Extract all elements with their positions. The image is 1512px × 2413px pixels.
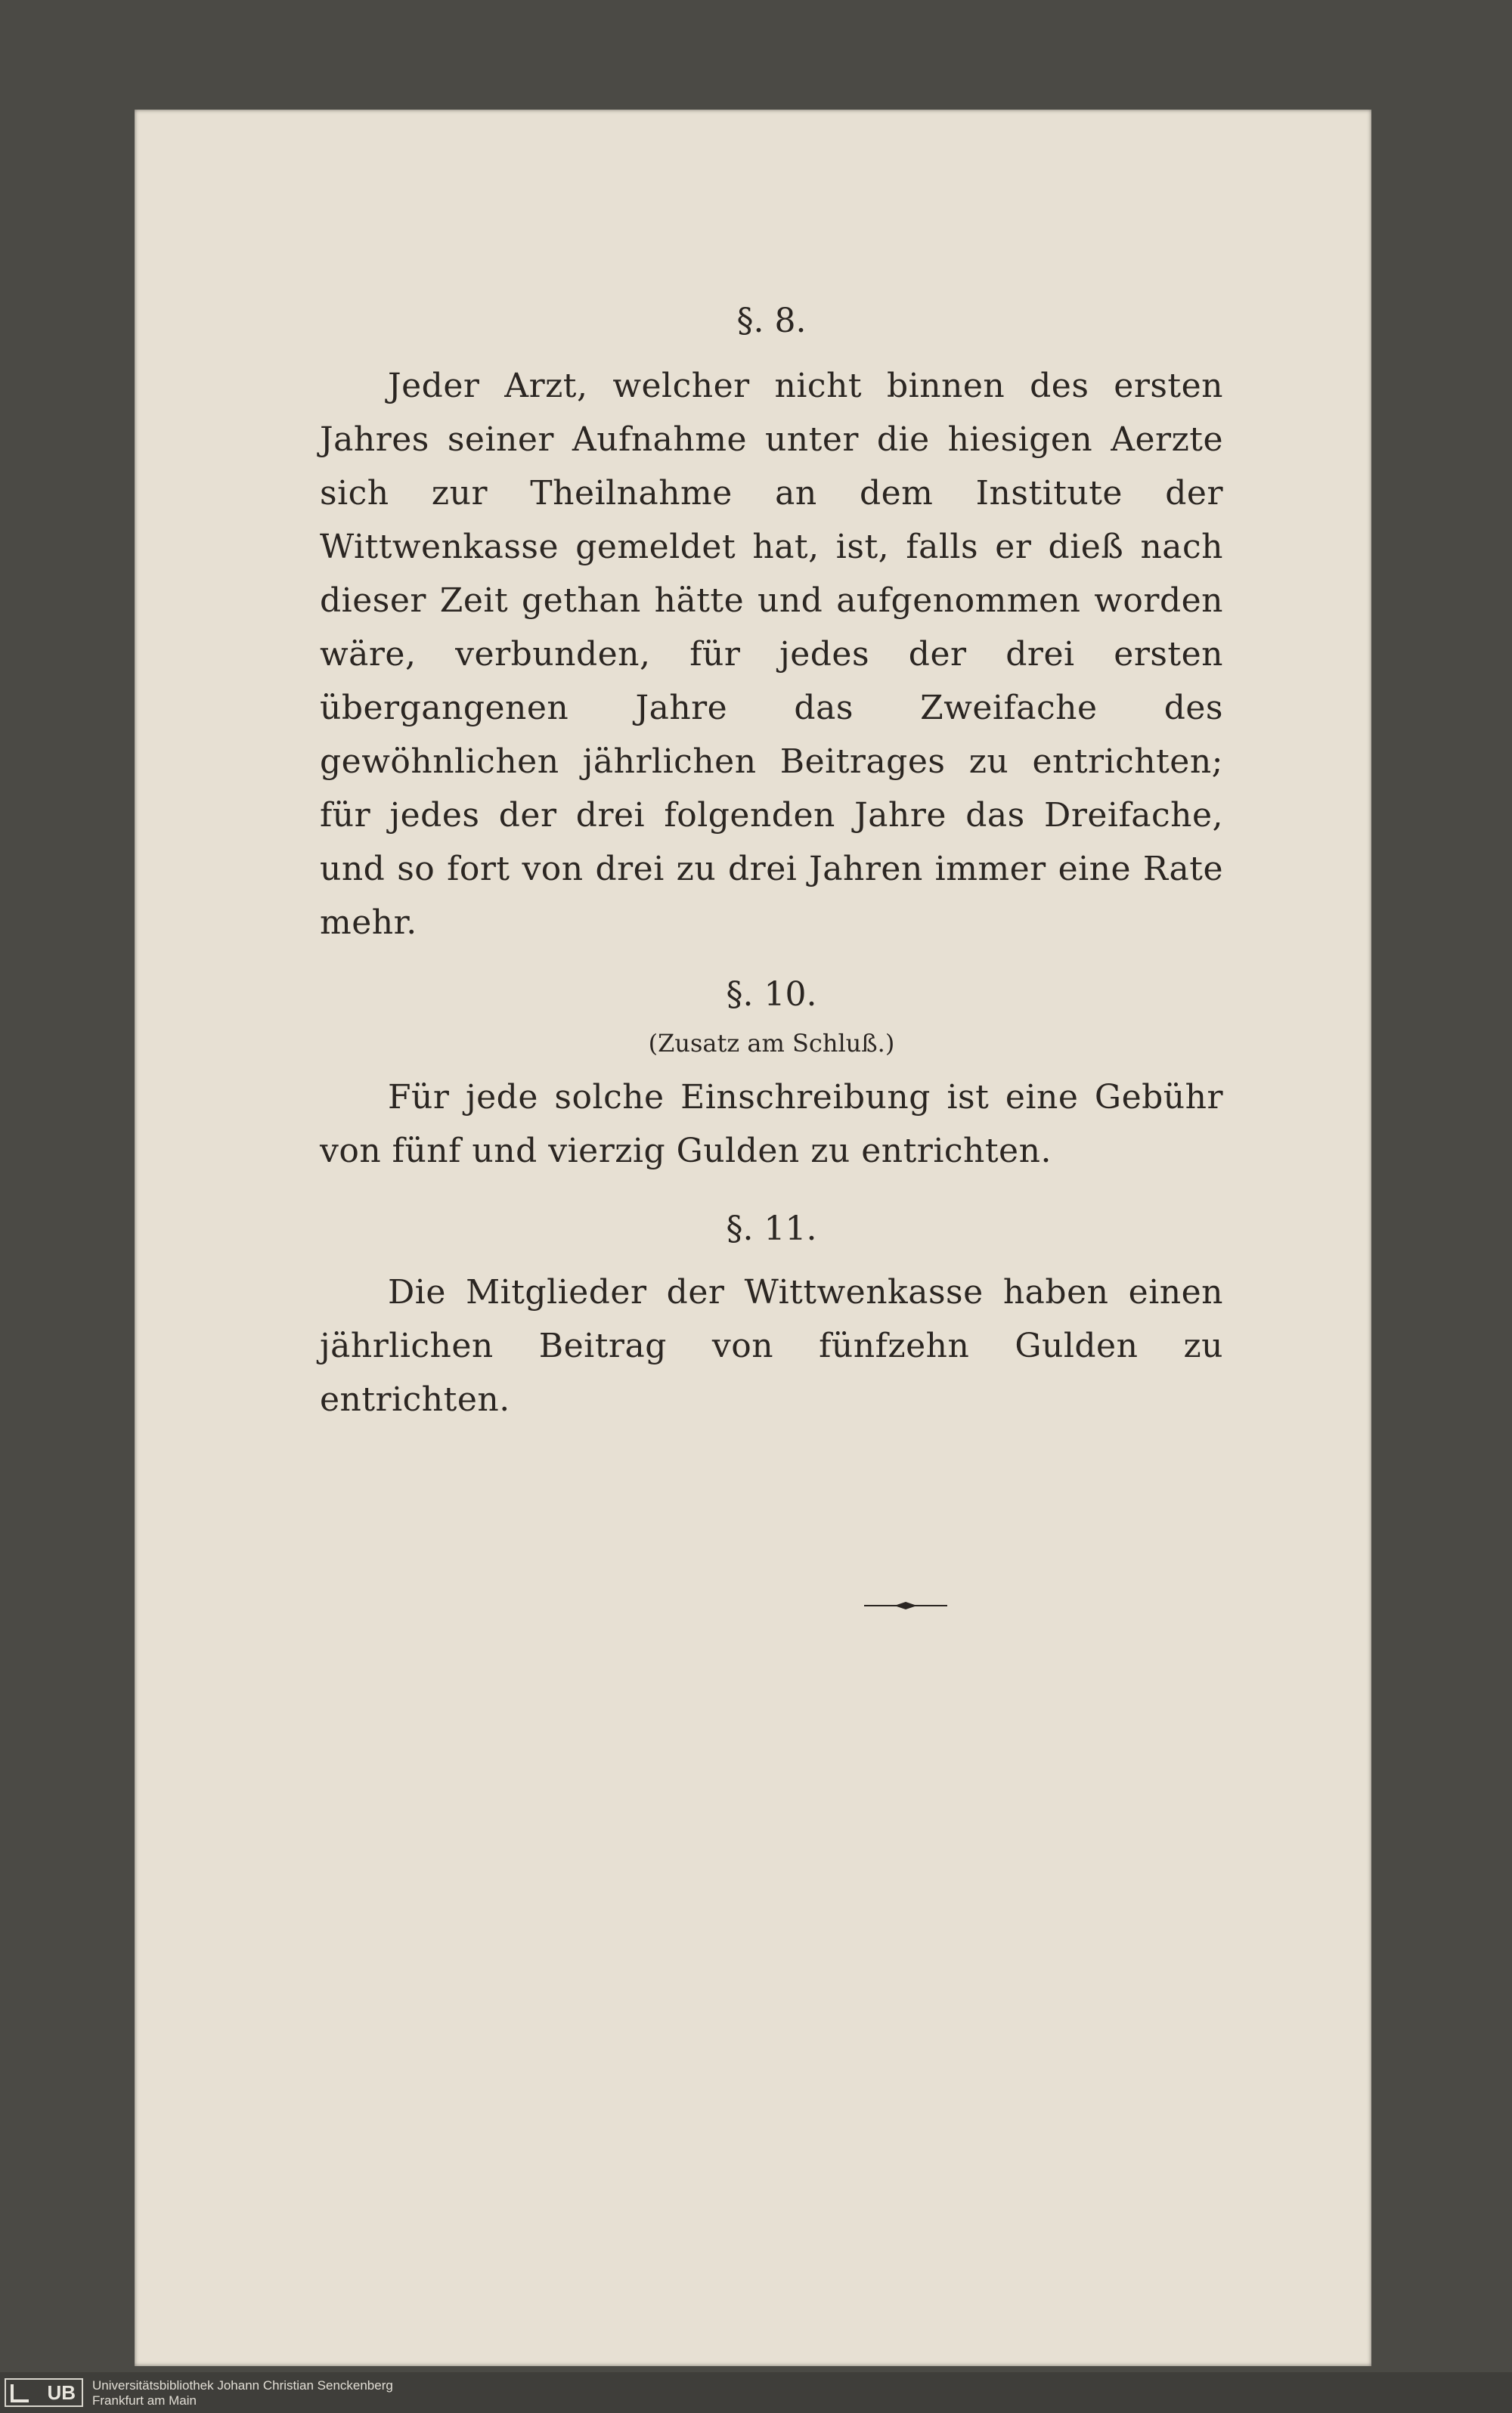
section-10-heading: §. 10.: [726, 975, 817, 1014]
section-10-paragraph: Für jede solche Einschreibung ist eine Gebühr von fünf und vierzig Gulden zu entrichten.: [320, 1078, 1223, 1170]
ub-logo-mark: [11, 2384, 29, 2402]
document-page: [135, 110, 1371, 2366]
library-name: [92, 2378, 393, 2408]
section-10-subheading: (Zusatz am Schluß.): [648, 1029, 895, 1058]
ub-logo-text: UB: [47, 2381, 76, 2404]
footer-bar: [0, 2372, 1512, 2413]
library-line-2: Frankfurt am Main: [92, 2393, 197, 2408]
ub-logo-icon: [5, 2378, 83, 2407]
section-11-paragraph: Die Mitglieder der Wittwenkasse haben einen jährlichen Beitrag von fünfzehn Gulden zu entrichten.: [320, 1273, 1223, 1419]
section-8-heading: §. 8.: [736, 302, 807, 340]
ornament-divider-icon: [864, 1600, 947, 1611]
library-line-1: Universitätsbibliothek Johann Christian Senckenberg: [92, 2378, 393, 2393]
section-11-heading: §. 11.: [726, 1210, 817, 1248]
page-text: [320, 299, 1223, 1426]
section-8-paragraph: Jeder Arzt, welcher nicht binnen des ersten Jahres seiner Aufnahme unter die hiesigen Aerzte sich zur Theilnahme an dem Institute der Wittwenkasse gemeldet hat, ist, falls er dieß nach dieser Zeit gethan hätte und aufgenommen worden wäre, verbunden, für jedes der drei ersten übergangenen Jahre das Zweifache des gewöhnlichen jährlichen Beitrages zu entrichten; für jedes der drei folgenden Jahre das Dreifache, und so fort von drei zu drei Jahren immer eine Rate mehr.: [320, 367, 1223, 942]
